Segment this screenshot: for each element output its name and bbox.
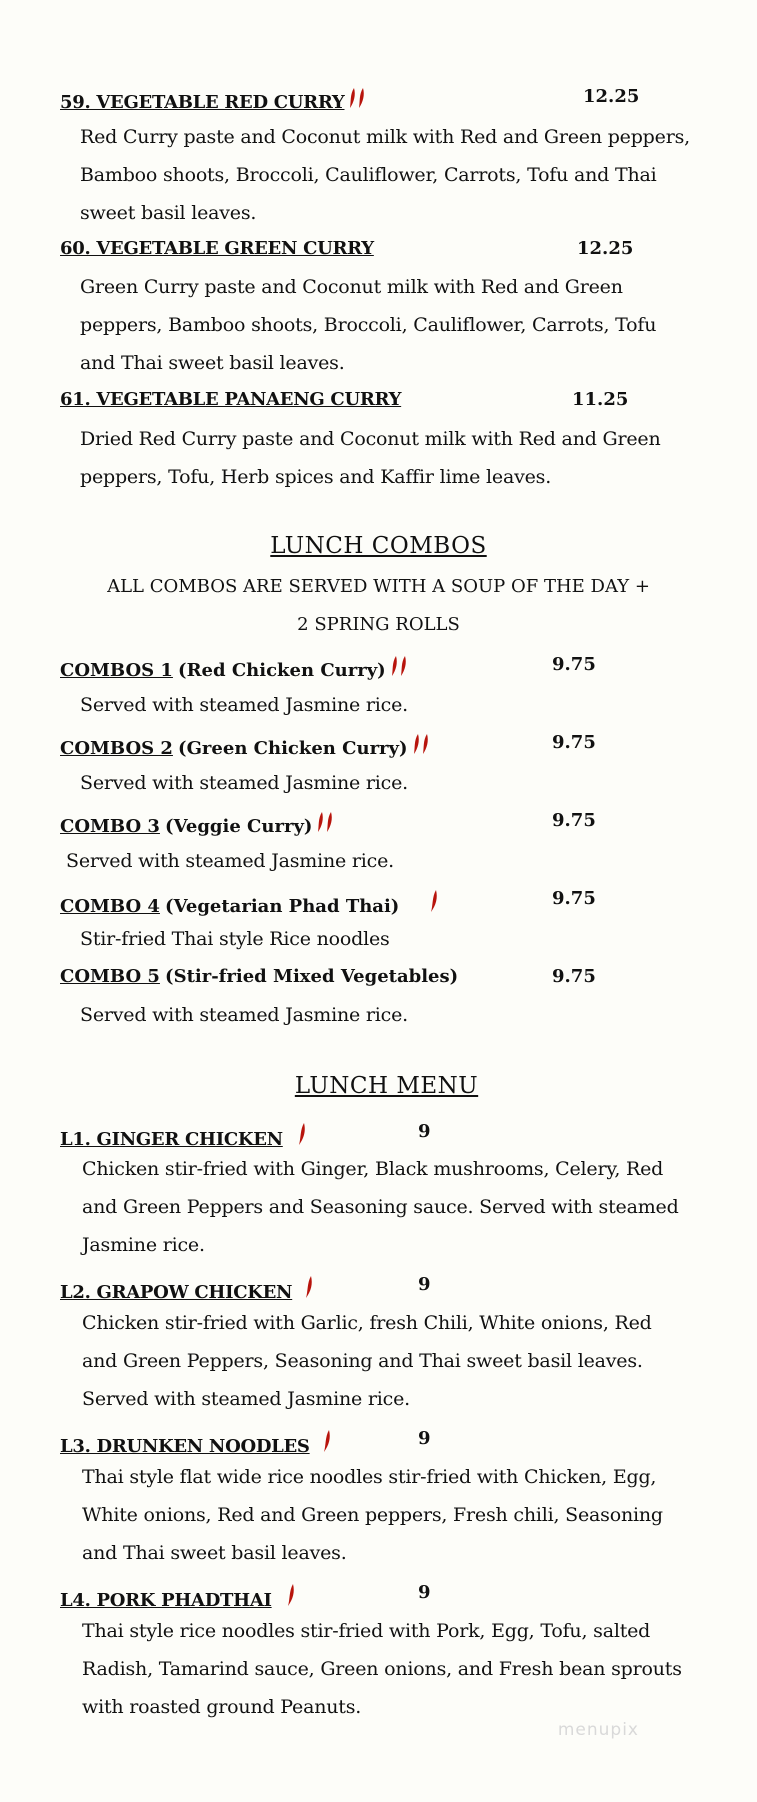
chili-icon	[316, 810, 338, 838]
combo-subtitle: (Red Chicken Curry)	[178, 660, 386, 681]
item-description	[82, 1612, 682, 1726]
desc-line: Thai style rice noodles stir-fried with Pork, Egg, Tofu, salted	[82, 1620, 651, 1642]
item-price: 11.25	[572, 389, 629, 410]
desc-line: Radish, Tamarind sauce, Green onions, and Fresh bean sprouts	[82, 1658, 682, 1680]
desc-line: Chicken stir-fried with Garlic, fresh Chili, White onions, Red	[82, 1312, 652, 1334]
desc-line: and Green Peppers and Seasoning sauce. Served with steamed	[82, 1196, 679, 1218]
chili-icon	[304, 1274, 316, 1304]
item-title: L3. DRUNKEN NOODLES	[60, 1436, 310, 1457]
menu-item-61	[60, 389, 717, 410]
combos-note-line1: ALL COMBOS ARE SERVED WITH A SOUP OF THE DAY +	[107, 576, 650, 597]
desc-line: Red Curry paste and Coconut milk with Red and Green peppers,	[80, 126, 690, 148]
desc-line: Bamboo shoots, Broccoli, Cauliflower, Carrots, Tofu and Thai	[80, 164, 657, 186]
combo-subtitle: (Stir-fried Mixed Vegetables)	[165, 966, 459, 987]
desc-line: Served with steamed Jasmine rice.	[82, 1388, 410, 1410]
watermark: menupix	[557, 1720, 639, 1740]
combo-2	[60, 732, 717, 760]
chili-icon	[322, 1428, 334, 1458]
item-title: 59. VEGETABLE RED CURRY	[60, 92, 345, 113]
combo-subtitle: (Veggie Curry)	[165, 816, 313, 837]
combo-1	[60, 654, 717, 682]
item-price: 12.25	[583, 86, 640, 107]
combo-name: COMBOS 2	[60, 738, 173, 759]
item-description	[80, 268, 656, 382]
lunch-item-l2	[60, 1274, 717, 1304]
desc-line: and Green Peppers, Seasoning and Thai sweet basil leaves.	[82, 1350, 643, 1372]
section-title-lunch-menu: LUNCH MENU	[294, 1073, 479, 1099]
combo-3	[60, 810, 717, 838]
desc-line: with roasted ground Peanuts.	[82, 1696, 362, 1718]
chili-icon	[297, 1121, 309, 1151]
lunch-item-l4	[60, 1582, 717, 1612]
desc-line: and Thai sweet basil leaves.	[82, 1542, 347, 1564]
item-price: 9	[418, 1428, 431, 1449]
combo-5	[60, 966, 717, 987]
chili-icon	[390, 654, 412, 682]
desc-line: Dried Red Curry paste and Coconut milk with Red and Green	[80, 428, 661, 450]
item-title: L1. GINGER CHICKEN	[60, 1129, 283, 1150]
combo-name: COMBOS 1	[60, 660, 173, 681]
menu-item-59	[60, 86, 717, 114]
combo-description: Served with steamed Jasmine rice.	[80, 772, 408, 794]
item-description	[82, 1150, 679, 1264]
chili-icon	[286, 1582, 298, 1612]
combo-4	[60, 888, 717, 918]
item-title: L4. PORK PHADTHAI	[60, 1590, 272, 1611]
combo-name: COMBO 4	[60, 896, 160, 917]
item-description	[80, 420, 661, 496]
menu-item-60	[60, 238, 717, 259]
desc-line: Green Curry paste and Coconut milk with Red and Green	[80, 276, 623, 298]
item-description	[82, 1458, 663, 1572]
combos-note-line2: 2 SPRING ROLLS	[297, 614, 460, 635]
combo-price: 9.75	[552, 966, 596, 987]
item-title: 61. VEGETABLE PANAENG CURRY	[60, 389, 402, 410]
item-title: L2. GRAPOW CHICKEN	[60, 1282, 293, 1303]
combo-name: COMBO 5	[60, 966, 160, 987]
lunch-item-l3	[60, 1428, 717, 1458]
desc-line: Thai style flat wide rice noodles stir-fried with Chicken, Egg,	[82, 1466, 657, 1488]
desc-line: White onions, Red and Green peppers, Fresh chili, Seasoning	[82, 1504, 663, 1526]
combo-price: 9.75	[552, 654, 596, 675]
item-price: 12.25	[577, 238, 634, 259]
chili-icon	[348, 86, 370, 114]
desc-line: and Thai sweet basil leaves.	[80, 352, 345, 374]
item-description	[80, 118, 690, 232]
section-title-lunch-combos: LUNCH COMBOS	[270, 533, 487, 559]
combo-description: Served with steamed Jasmine rice.	[66, 850, 394, 872]
item-price: 9	[418, 1121, 431, 1142]
combo-description: Served with steamed Jasmine rice.	[80, 1004, 408, 1026]
item-title: 60. VEGETABLE GREEN CURRY	[60, 238, 374, 259]
item-price: 9	[418, 1274, 431, 1295]
desc-line: Chicken stir-fried with Ginger, Black mushrooms, Celery, Red	[82, 1158, 664, 1180]
desc-line: Jasmine rice.	[82, 1234, 205, 1256]
chili-icon	[429, 888, 441, 918]
combo-price: 9.75	[552, 732, 596, 753]
desc-line: peppers, Bamboo shoots, Broccoli, Cauliflower, Carrots, Tofu	[80, 314, 657, 336]
combo-description: Stir-fried Thai style Rice noodles	[80, 928, 390, 950]
combo-description: Served with steamed Jasmine rice.	[80, 694, 408, 716]
combo-price: 9.75	[552, 810, 596, 831]
chili-icon	[412, 732, 434, 760]
combo-name: COMBO 3	[60, 816, 160, 837]
combo-subtitle: (Vegetarian Phad Thai)	[165, 896, 400, 917]
lunch-item-l1	[60, 1121, 717, 1151]
combo-price: 9.75	[552, 888, 596, 909]
item-description	[82, 1304, 652, 1418]
desc-line: sweet basil leaves.	[80, 202, 257, 224]
combo-subtitle: (Green Chicken Curry)	[178, 738, 408, 759]
item-price: 9	[418, 1582, 431, 1603]
desc-line: peppers, Tofu, Herb spices and Kaffir lime leaves.	[80, 466, 552, 488]
